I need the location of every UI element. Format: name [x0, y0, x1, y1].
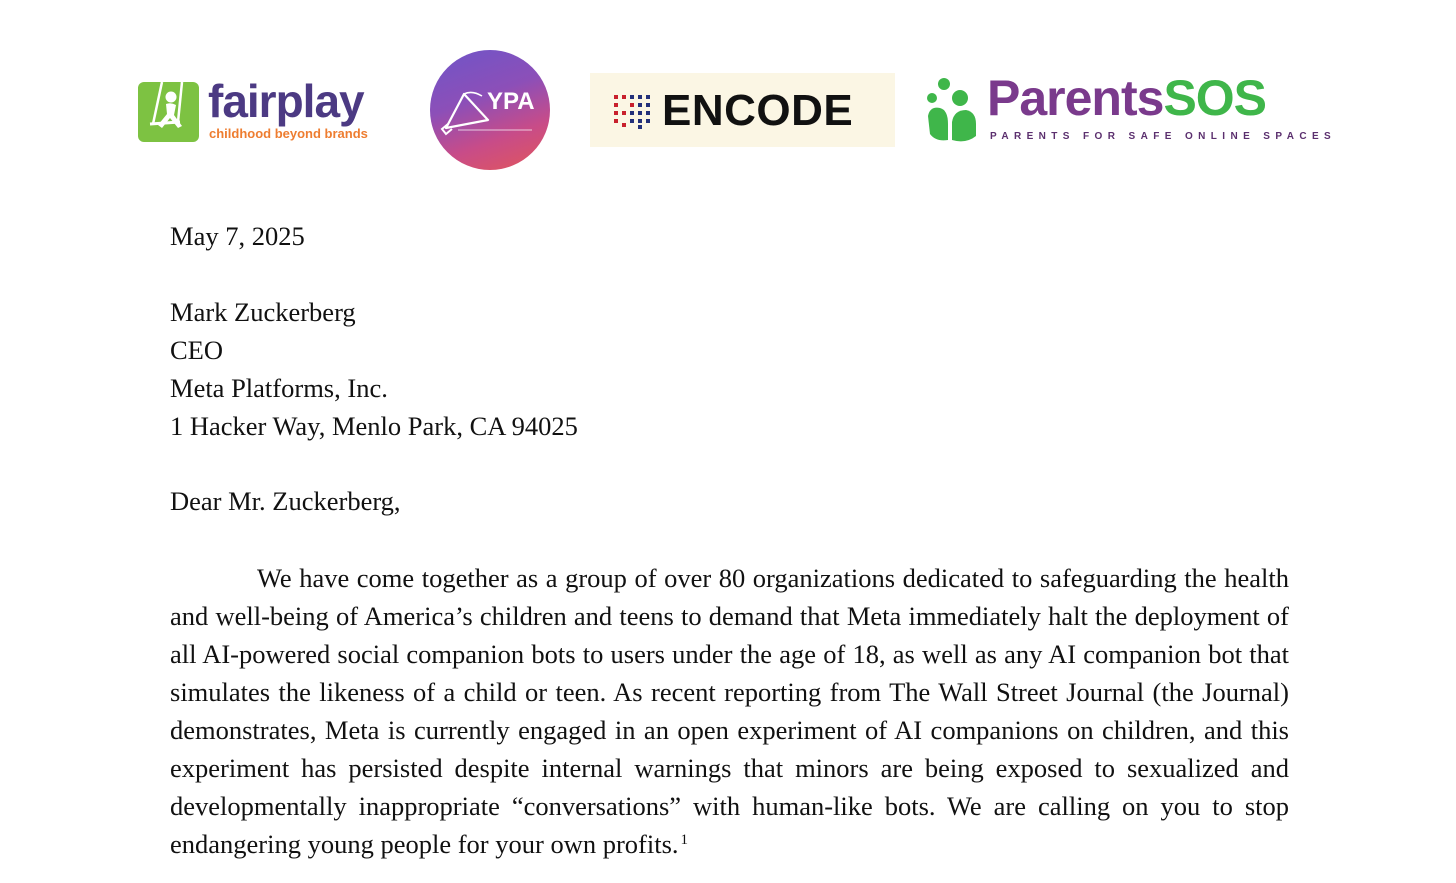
- body-paragraph: [170, 559, 1289, 863]
- recipient-address-block: [170, 293, 578, 445]
- ypa-wordmark: YPA: [487, 88, 535, 115]
- recipient-name: Mark Zuckerberg: [170, 297, 356, 327]
- recipient-title: CEO: [170, 335, 223, 365]
- fairplay-tagline: childhood beyond brands: [209, 126, 368, 141]
- recipient-company: Meta Platforms, Inc.: [170, 373, 388, 403]
- parentssos-logo: [926, 70, 1337, 146]
- recipient-address: 1 Hacker Way, Menlo Park, CA 94025: [170, 411, 578, 441]
- body-paragraph-text: We have come together as a group of over 80 organizations dedicated to safeguarding the health and well-being of America’s children and teens to demand that Meta immediately halt the deployment of all AI-powered social companion bots to users under the age of 18, as well as any AI companion bot that simulates the likeness of a child or teen. As recent reporting from The Wall Street Journal (the Journal) demonstrates, Meta is currently engaged in an open experiment of AI companions on children, and this experiment has persisted despite internal warnings that minors are being exposed to sexualized and developmentally inappropriate “conversations” with human-like bots. We are calling on you to stop endangering young people for your own profits.: [170, 563, 1289, 859]
- dot-grid-icon: [614, 95, 652, 129]
- parentssos-wordmark-parents: Parents: [987, 70, 1164, 126]
- encode-logo: [590, 73, 895, 147]
- parentssos-wordmark-sos: SOS: [1163, 70, 1267, 126]
- salutation: Dear Mr. Zuckerberg,: [170, 486, 401, 516]
- partner-logos-header: [0, 0, 1456, 190]
- fairplay-logo: [138, 75, 388, 144]
- encode-wordmark: ENCODE: [662, 86, 854, 135]
- child-on-swing-icon: [138, 82, 199, 142]
- fairplay-wordmark: fairplay: [208, 75, 364, 127]
- footnote-marker[interactable]: 1: [680, 832, 689, 848]
- family-figures-icon: [926, 76, 982, 146]
- ypa-logo: [430, 50, 550, 170]
- parentssos-tagline: PARENTS FOR SAFE ONLINE SPACES: [990, 131, 1337, 142]
- letter-date: May 7, 2025: [170, 221, 305, 251]
- parentssos-wordmark: [987, 69, 1266, 127]
